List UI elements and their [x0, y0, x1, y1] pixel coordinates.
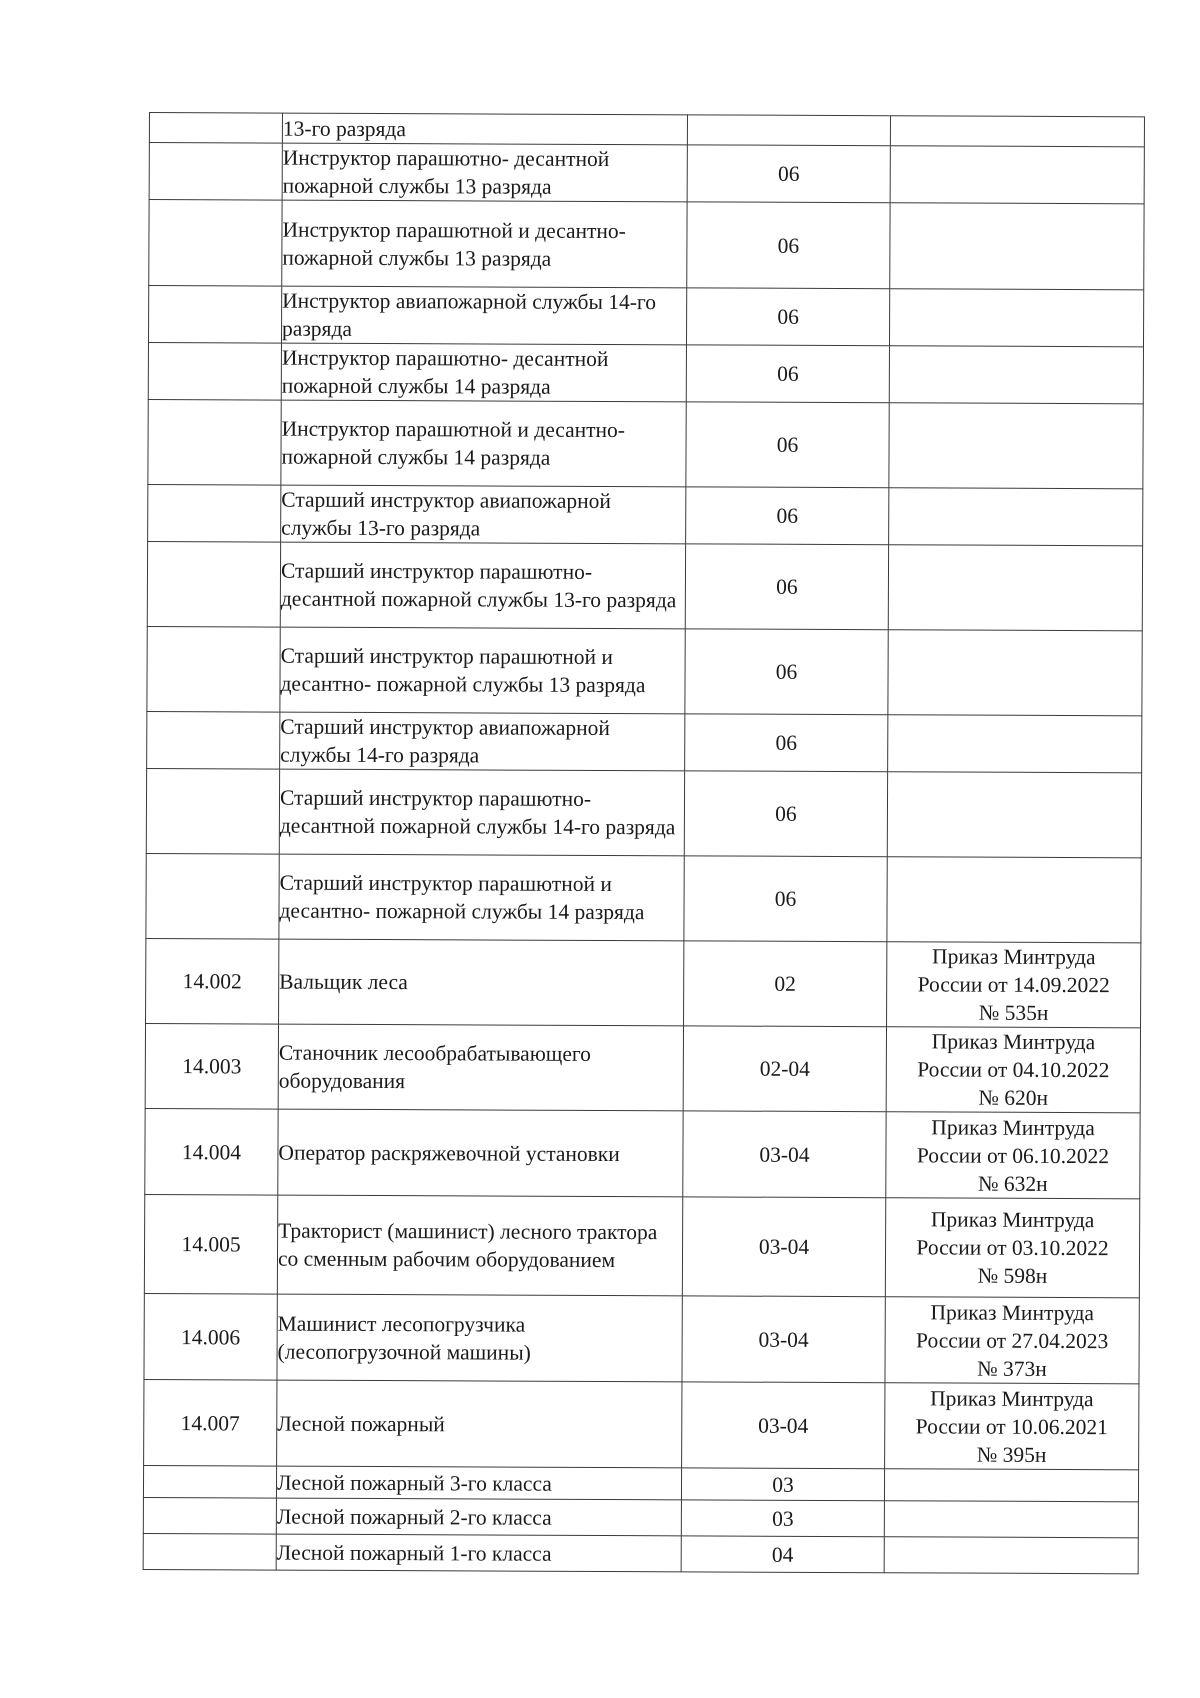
- professions-table: [143, 112, 1145, 1574]
- order-cell: [889, 488, 1143, 546]
- order-cell: [886, 1027, 1140, 1113]
- table-body: [143, 113, 1144, 1574]
- code-cell: [147, 711, 280, 769]
- table-row: [145, 1108, 1140, 1198]
- code-cell: 14.002: [146, 938, 279, 1024]
- level-cell: 06: [686, 345, 889, 403]
- order-cell: [887, 857, 1141, 943]
- table-row: [149, 200, 1144, 290]
- name-cell: Лесной пожарный: [277, 1380, 682, 1468]
- table-row: [143, 1497, 1138, 1537]
- table-row: [143, 1465, 1138, 1501]
- level-cell: 06: [685, 629, 888, 715]
- level-cell: 06: [687, 202, 890, 289]
- order-cell: [889, 346, 1143, 404]
- code-cell: [149, 113, 282, 144]
- table-row: [149, 113, 1144, 147]
- table-row: [148, 484, 1143, 545]
- order-cell: [885, 1198, 1139, 1298]
- order-line: № 535н: [978, 1000, 1049, 1025]
- level-cell: 06: [686, 402, 889, 488]
- table-row: [147, 541, 1142, 630]
- name-cell: Станочник лесообрабатывающего оборудования: [278, 1024, 683, 1111]
- name-cell: Машинист лесопогрузчика (лесопогрузочной машины): [277, 1294, 682, 1382]
- name-cell: 13-го разряда: [282, 113, 687, 145]
- order-line: № 395н: [976, 1442, 1047, 1467]
- name-cell: Старший инструктор парашютной и десантно- пожарной службы 14 разряда: [279, 854, 684, 941]
- code-cell: [143, 1497, 276, 1534]
- table-row: [146, 768, 1141, 857]
- code-cell: [143, 1533, 276, 1570]
- level-cell: 03-04: [682, 1296, 885, 1383]
- name-cell: Инструктор парашютной и десантно-пожарной службы 13 разряда: [282, 200, 687, 288]
- level-cell: 02: [684, 941, 887, 1027]
- level-cell: 03-04: [682, 1197, 885, 1297]
- order-cell: [886, 1112, 1140, 1199]
- level-cell: 03: [681, 1500, 884, 1537]
- table-row: [147, 626, 1142, 715]
- table-row: [149, 143, 1144, 204]
- order-cell: [885, 1383, 1139, 1470]
- name-cell: Старший инструктор авиапожарной службы 14-го разряда: [280, 712, 685, 771]
- order-cell: [888, 630, 1142, 716]
- code-cell: [149, 200, 282, 287]
- order-line: России от 10.06.2021: [915, 1413, 1108, 1439]
- code-cell: [147, 541, 280, 627]
- table-row: [146, 853, 1141, 942]
- code-cell: 14.004: [145, 1108, 278, 1195]
- level-cell: 06: [685, 714, 888, 772]
- code-cell: [148, 484, 281, 542]
- code-cell: 14.003: [145, 1023, 278, 1109]
- code-cell: [148, 286, 281, 344]
- order-cell: [890, 146, 1144, 204]
- table-row: [148, 286, 1143, 347]
- order-line: России от 06.10.2022: [916, 1142, 1110, 1168]
- order-line: № 598н: [977, 1263, 1048, 1288]
- code-cell: 14.006: [144, 1293, 277, 1380]
- code-cell: [148, 399, 281, 485]
- order-cell: [890, 203, 1144, 290]
- name-cell: Лесной пожарный 3-го класса: [276, 1466, 681, 1500]
- table-row: [148, 343, 1143, 404]
- code-cell: [143, 1465, 276, 1498]
- level-cell: 06: [687, 145, 890, 203]
- order-cell: [884, 1537, 1138, 1574]
- level-cell: 06: [686, 288, 889, 346]
- order-line: № 620н: [978, 1085, 1049, 1110]
- level-cell: 03-04: [682, 1382, 885, 1469]
- order-cell: [888, 715, 1142, 773]
- code-cell: [148, 343, 281, 401]
- order-cell: [889, 403, 1143, 489]
- level-cell: 03: [681, 1468, 884, 1501]
- name-cell: Старший инструктор парашютно-десантной пожарной службы 13-го разряда: [280, 542, 685, 629]
- table-row: [144, 1293, 1139, 1383]
- name-cell: Лесной пожарный 2-го класса: [276, 1498, 681, 1536]
- order-line: Приказ Минтруда: [931, 1114, 1095, 1140]
- order-cell: [887, 772, 1141, 858]
- name-cell: Старший инструктор авиапожарной службы 13-го разряда: [281, 485, 686, 544]
- table-row: [144, 1379, 1139, 1469]
- order-line: России от 27.04.2023: [916, 1327, 1109, 1353]
- order-line: Приказ Минтруда: [932, 944, 1096, 970]
- order-line: Приказ Минтруда: [931, 1029, 1096, 1055]
- code-cell: 14.007: [144, 1379, 277, 1466]
- name-cell: Инструктор парашютно- десантной пожарной службы 13 разряда: [282, 143, 687, 202]
- order-line: Приказ Минтруда: [930, 1299, 1095, 1325]
- code-cell: [147, 626, 280, 712]
- order-cell: [888, 545, 1142, 631]
- order-cell: [885, 1297, 1139, 1384]
- level-cell: 06: [685, 544, 888, 630]
- name-cell: Лесной пожарный 1-го класса: [276, 1534, 681, 1572]
- name-cell: Оператор раскряжевочной установки: [278, 1109, 683, 1197]
- code-cell: [146, 768, 279, 854]
- code-cell: 14.005: [144, 1194, 277, 1294]
- table-row: [147, 711, 1142, 772]
- name-cell: Инструктор парашютной и десантно- пожарной службы 14 разряда: [281, 400, 686, 487]
- order-cell: [884, 1501, 1138, 1538]
- table-row: [145, 1023, 1140, 1112]
- order-line: Приказ Минтруда: [930, 1385, 1094, 1411]
- level-cell: 04: [681, 1536, 884, 1573]
- order-line: России от 04.10.2022: [917, 1057, 1110, 1083]
- order-line: Приказ Минтруда: [930, 1207, 1095, 1233]
- level-cell: 02-04: [683, 1026, 886, 1112]
- order-line: № 373н: [977, 1356, 1047, 1381]
- order-cell: [884, 1469, 1138, 1502]
- order-line: России от 03.10.2022: [916, 1235, 1109, 1261]
- order-line: России от 14.09.2022: [917, 972, 1110, 998]
- name-cell: Инструктор авиапожарной службы 14-го разряда: [281, 286, 686, 345]
- name-cell: Тракторист (машинист) лесного трактора со сменным рабочим оборудованием: [277, 1195, 682, 1296]
- level-cell: 06: [686, 487, 889, 545]
- name-cell: Старший инструктор парашютно-десантной пожарной службы 14-го разряда: [279, 769, 684, 856]
- table-row: [144, 1194, 1139, 1297]
- table-row: [148, 399, 1143, 488]
- name-cell: Вальщик леса: [279, 939, 684, 1026]
- name-cell: Старший инструктор парашютной и десантно- пожарной службы 13 разряда: [280, 627, 685, 714]
- table-row: [146, 938, 1141, 1027]
- level-cell: 03-04: [683, 1111, 886, 1198]
- level-cell: 06: [684, 856, 887, 942]
- order-line: № 632н: [977, 1171, 1048, 1196]
- order-cell: [889, 289, 1143, 347]
- code-cell: [149, 143, 282, 201]
- order-cell: [890, 116, 1144, 147]
- table-row: [143, 1533, 1138, 1573]
- code-cell: [146, 853, 279, 939]
- level-cell: [687, 115, 890, 146]
- name-cell: Инструктор парашютно- десантной пожарной службы 14 разряда: [281, 343, 686, 402]
- order-cell: [887, 942, 1141, 1028]
- level-cell: 06: [684, 771, 887, 857]
